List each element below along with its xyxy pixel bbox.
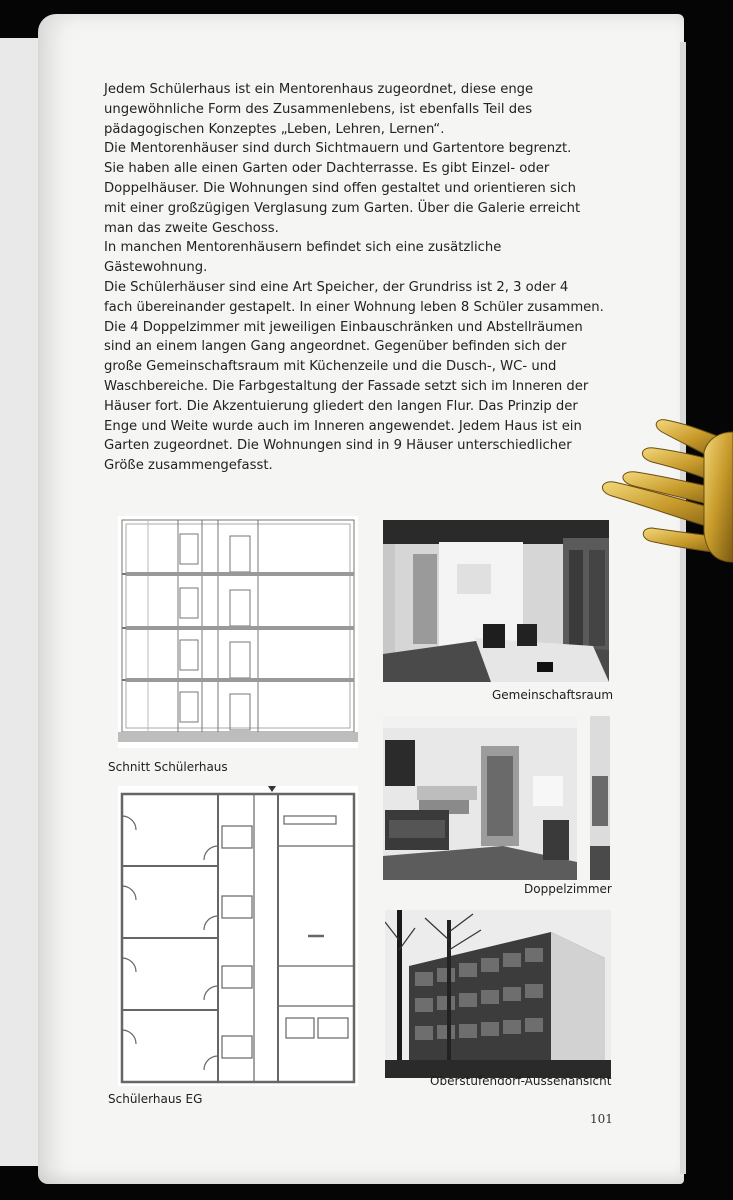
text-line: große Gemeinschaftsraum mit Küchenzeile und die Dusch-, WC- und — [104, 359, 557, 375]
caption-common-room: Gemeinschaftsraum — [492, 688, 614, 702]
text-line: Die Mentorenhäuser sind durch Sichtmauern und Gartentore begrenzt. — [104, 141, 572, 157]
text-line: Enge und Weite wurde auch im Inneren angewendet. Jedem Haus ist ein — [104, 418, 582, 434]
text-line: pädagogischen Konzeptes „Leben, Lehren, Lernen“. — [104, 121, 445, 137]
text-line: mit einer großzügigen Verglasung zum Garten. Über die Galerie erreicht — [104, 200, 581, 216]
floor-plan-drawing — [118, 786, 358, 1086]
brass-hand-page-holder — [596, 402, 733, 578]
text-line: Waschbereiche. Die Farbgestaltung der Fassade setzt sich im Inneren der — [104, 378, 589, 394]
text-line: man das zweite Geschoss. — [104, 220, 279, 236]
photo-double-room — [383, 716, 577, 880]
text-line: Jedem Schülerhaus ist ein Mentorenhaus zugeordnet, diese enge — [104, 82, 534, 97]
text-line: Garten zugeordnet. Die Wohnungen sind in 9 Häuser unterschiedlicher — [104, 438, 572, 454]
photo-common-room — [383, 520, 609, 682]
text-line: Die 4 Doppelzimmer mit jeweiligen Einbauschränken und Abstellräumen — [104, 319, 583, 335]
caption-floor-plan: Schülerhaus EG — [108, 1092, 203, 1106]
text-line: Größe zusammengefasst. — [104, 458, 273, 474]
text-line: Doppelhäuser. Die Wohnungen sind offen gestaltet und orientieren sich — [104, 180, 577, 196]
section-drawing — [118, 516, 358, 748]
body-paragraph — [104, 80, 608, 476]
photo-exterior — [385, 910, 611, 1078]
text-line: sind an einem langen Gang angeordnet. Gegenüber befinden sich der — [104, 339, 567, 355]
caption-exterior: Oberstufendorf-Aussenansicht — [430, 1074, 612, 1088]
text-line: Häuser fort. Die Akzentuierung gliedert den langen Flur. Das Prinzip der — [104, 398, 578, 414]
text-line: ungewöhnliche Form des Zusammenlebens, ist ebenfalls Teil des — [104, 101, 533, 117]
page-number: 101 — [590, 1112, 613, 1126]
text-line: In manchen Mentorenhäusern befindet sich eine zusätzliche — [104, 240, 502, 256]
caption-section: Schnitt Schülerhaus — [108, 760, 228, 774]
text-line: fach übereinander gestapelt. In einer Wohnung leben 8 Schüler zusammen. — [104, 299, 604, 315]
text-line: Sie haben alle einen Garten oder Dachterrasse. Es gibt Einzel- oder — [104, 161, 550, 177]
caption-double-room: Doppelzimmer — [524, 882, 612, 896]
photo-double-room-side — [590, 716, 610, 880]
text-line: Gästewohnung. — [104, 260, 208, 276]
page-stack-edge — [680, 42, 686, 1174]
text-line: Die Schülerhäuser sind eine Art Speicher, der Grundriss ist 2, 3 oder 4 — [104, 279, 569, 295]
